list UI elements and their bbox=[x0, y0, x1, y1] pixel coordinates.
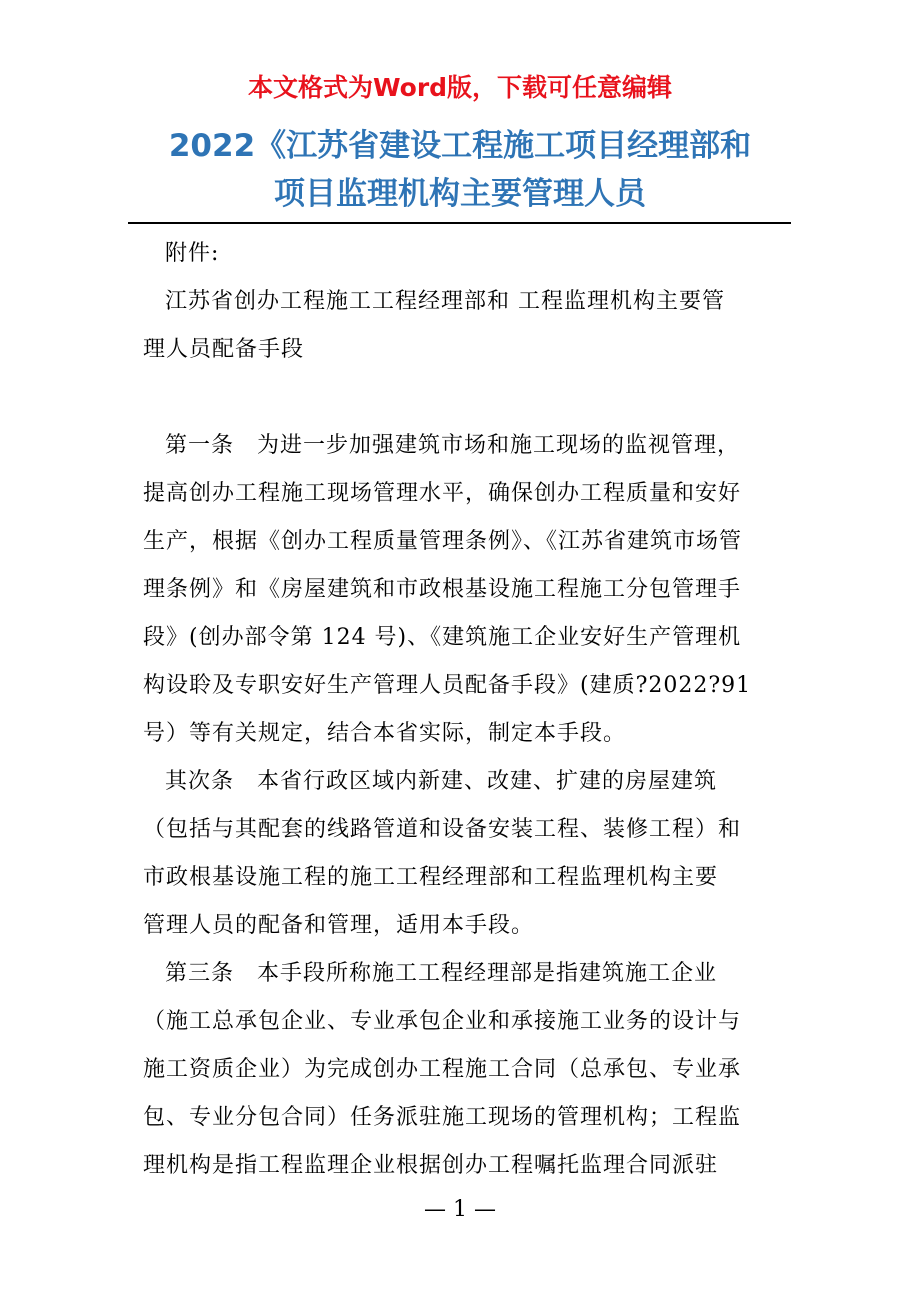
article-1-line: 段》(创办部令第 124 号)、《建筑施工企业安好生产管理机 bbox=[143, 625, 742, 650]
blank-line bbox=[143, 374, 783, 422]
article-3-line: 理机构是指工程监理企业根据创办工程嘱托监理合同派驻 bbox=[143, 1153, 719, 1178]
article-1-line: 提高创办工程施工现场管理水平，确保创办工程质量和安好 bbox=[143, 481, 742, 506]
document-title-line-2: 项目监理机构主要管理人员 bbox=[274, 176, 646, 212]
subtitle-line-2: 理人员配备手段 bbox=[143, 337, 305, 362]
article-3-line: 施工资质企业）为完成创办工程施工合同（总承包、专业承 bbox=[143, 1057, 742, 1082]
attachment-label: 附件: bbox=[165, 241, 220, 266]
article-2-line: 管理人员的配备和管理，适用本手段。 bbox=[143, 913, 535, 938]
article-2-line: （包括与其配套的线路管道和设备安装工程、装修工程）和 bbox=[143, 817, 742, 842]
article-1-line: 号）等有关规定，结合本省实际，制定本手段。 bbox=[143, 721, 627, 746]
subtitle-line-1: 江苏省创办工程施工工程经理部和 工程监理机构主要管 bbox=[165, 289, 725, 314]
article-2-line: 市政根基设施工程的施工工程经理部和工程监理机构主要 bbox=[143, 865, 719, 890]
download-notice: 本文格式为Word版，下载可任意编辑 bbox=[247, 73, 673, 102]
article-3-line: 第三条 本手段所称施工工程经理部是指建筑施工企业 bbox=[165, 961, 718, 986]
article-3 bbox=[143, 950, 783, 1190]
article-3-line: 包、专业分包合同）任务派驻施工现场的管理机构；工程监 bbox=[143, 1105, 742, 1130]
article-2 bbox=[143, 758, 783, 950]
article-2-line: 其次条 本省行政区域内新建、改建、扩建的房屋建筑 bbox=[165, 769, 718, 794]
article-1-line: 第一条 为进一步加强建筑市场和施工现场的监视管理， bbox=[165, 433, 741, 458]
article-1-line: 构设聆及专职安好生产管理人员配备手段》(建质?2022?91 bbox=[143, 673, 752, 698]
page-number: — 1 — bbox=[424, 1197, 496, 1222]
title-divider bbox=[128, 222, 791, 224]
article-1-line: 理条例》和《房屋建筑和市政根基设施工程施工分包管理手 bbox=[143, 577, 742, 602]
article-3-line: （施工总承包企业、专业承包企业和承接施工业务的设计与 bbox=[143, 1009, 742, 1034]
document-body bbox=[143, 230, 783, 1190]
article-1 bbox=[143, 422, 783, 758]
document-title-line-1: 2022《江苏省建设工程施工项目经理部和 bbox=[168, 128, 752, 164]
document-title bbox=[0, 122, 920, 218]
article-1-line: 生产，根据《创办工程质量管理条例》、《江苏省建筑市场管 bbox=[143, 529, 743, 554]
